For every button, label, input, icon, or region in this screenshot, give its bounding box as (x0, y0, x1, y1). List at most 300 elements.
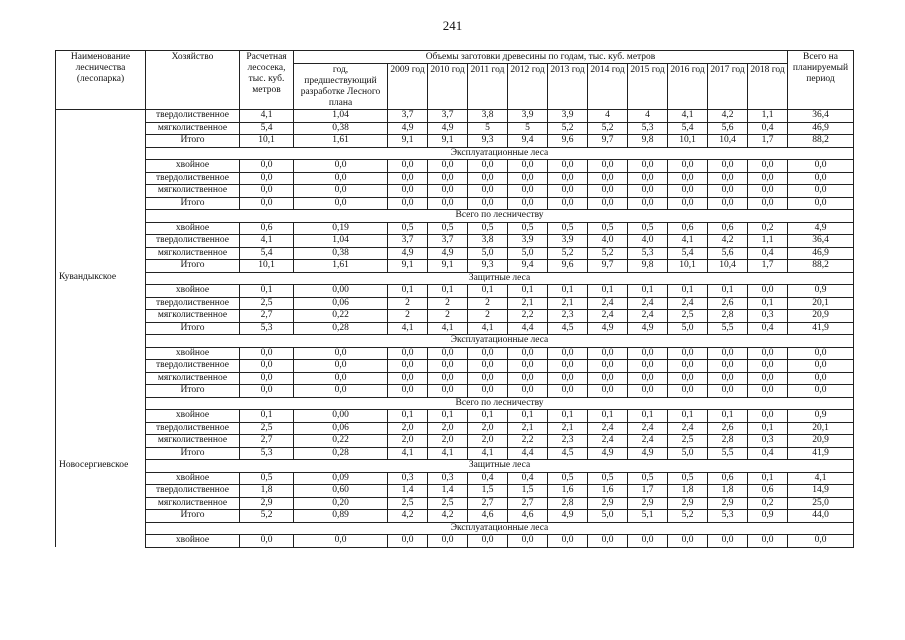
value-cell: 0,06 (294, 297, 388, 310)
value-cell: 0,0 (748, 410, 788, 423)
value-cell: 0,0 (294, 347, 388, 360)
value-cell: 0,5 (388, 222, 428, 235)
value-cell: 0,6 (708, 472, 748, 485)
value-cell: 2,4 (588, 310, 628, 323)
farm-type-cell: Итого (146, 510, 240, 523)
forestry-name-cell (56, 135, 146, 148)
value-cell: 41,9 (788, 447, 854, 460)
value-cell: 0,0 (708, 360, 748, 373)
value-cell: 0,0 (748, 160, 788, 173)
forestry-name-cell (56, 360, 146, 373)
value-cell: 0,0 (508, 385, 548, 398)
value-cell: 5,3 (628, 122, 668, 135)
value-cell: 0,0 (240, 372, 294, 385)
table-row (56, 347, 854, 360)
value-cell: 3,9 (548, 110, 588, 123)
header-year: 2014 год (588, 64, 628, 110)
forestry-name-cell (56, 372, 146, 385)
table-row (56, 197, 854, 210)
value-cell: 0,0 (708, 347, 748, 360)
value-cell: 5,4 (668, 247, 708, 260)
value-cell: 4,4 (508, 322, 548, 335)
value-cell: 0,1 (468, 285, 508, 298)
value-cell: 0,0 (508, 172, 548, 185)
table-row (56, 247, 854, 260)
table-row (56, 360, 854, 373)
value-cell: 2,9 (708, 497, 748, 510)
forestry-name-cell (56, 347, 146, 360)
farm-type-cell: хвойное (146, 222, 240, 235)
value-cell: 0,1 (548, 285, 588, 298)
value-cell: 4,9 (428, 122, 468, 135)
section-title: Всего по лесничеству (146, 210, 854, 223)
farm-type-cell: твердолиственное (146, 235, 240, 248)
forestry-name-cell (56, 410, 146, 423)
value-cell: 0,0 (468, 360, 508, 373)
value-cell: 0,0 (548, 360, 588, 373)
value-cell: 0,89 (294, 510, 388, 523)
value-cell: 0,0 (588, 172, 628, 185)
value-cell: 0,0 (428, 535, 468, 548)
value-cell: 2,5 (388, 497, 428, 510)
header-year: 2018 год (748, 64, 788, 110)
section-row (56, 522, 854, 535)
value-cell: 1,8 (668, 485, 708, 498)
value-cell: 4,1 (468, 322, 508, 335)
table-row (56, 485, 854, 498)
value-cell: 1,4 (428, 485, 468, 498)
value-cell: 0,0 (548, 172, 588, 185)
value-cell: 0,0 (388, 197, 428, 210)
value-cell: 2,7 (240, 310, 294, 323)
value-cell: 0,1 (468, 410, 508, 423)
farm-type-cell: мягколиственное (146, 247, 240, 260)
value-cell: 4,1 (788, 472, 854, 485)
value-cell: 4,9 (388, 122, 428, 135)
value-cell: 2,9 (668, 497, 708, 510)
value-cell: 0,00 (294, 410, 388, 423)
value-cell: 0,22 (294, 435, 388, 448)
value-cell: 0,1 (668, 285, 708, 298)
value-cell: 2,1 (548, 297, 588, 310)
section-row (56, 397, 854, 410)
farm-type-cell: мягколиственное (146, 310, 240, 323)
table-row (56, 510, 854, 523)
value-cell: 2,7 (468, 497, 508, 510)
value-cell: 0,0 (668, 385, 708, 398)
forestry-name-cell (56, 510, 146, 523)
value-cell: 0,0 (708, 160, 748, 173)
value-cell: 0,0 (748, 172, 788, 185)
value-cell: 1,04 (294, 110, 388, 123)
value-cell: 0,0 (628, 360, 668, 373)
value-cell: 0,0 (508, 360, 548, 373)
forestry-name-cell (56, 222, 146, 235)
value-cell: 0,1 (748, 297, 788, 310)
value-cell: 9,8 (628, 135, 668, 148)
value-cell: 4 (588, 110, 628, 123)
value-cell: 4,9 (548, 510, 588, 523)
value-cell: 2,7 (240, 435, 294, 448)
value-cell: 3,9 (508, 235, 548, 248)
value-cell: 4,4 (508, 447, 548, 460)
section-row (56, 147, 854, 160)
value-cell: 0,2 (748, 222, 788, 235)
forestry-name-cell (56, 160, 146, 173)
value-cell: 0,0 (468, 172, 508, 185)
header-year: 2015 год (628, 64, 668, 110)
forestry-name-cell (56, 110, 146, 123)
value-cell: 0,0 (468, 385, 508, 398)
value-cell: 2 (428, 297, 468, 310)
forestry-name-cell (56, 435, 146, 448)
value-cell: 0,0 (508, 372, 548, 385)
value-cell: 5 (508, 122, 548, 135)
forestry-name-cell (56, 485, 146, 498)
value-cell: 4,9 (628, 447, 668, 460)
value-cell: 0,0 (588, 535, 628, 548)
value-cell: 0,0 (294, 172, 388, 185)
value-cell: 0,0 (588, 160, 628, 173)
table-row (56, 472, 854, 485)
value-cell: 0,5 (668, 472, 708, 485)
value-cell: 5,4 (240, 122, 294, 135)
section-title: Защитные леса (146, 460, 854, 473)
farm-type-cell: твердолиственное (146, 172, 240, 185)
value-cell: 9,4 (508, 260, 548, 273)
value-cell: 5 (468, 122, 508, 135)
forestry-name-cell: Новосергиевское (56, 460, 146, 473)
table-row (56, 185, 854, 198)
value-cell: 3,8 (468, 110, 508, 123)
value-cell: 0,0 (588, 360, 628, 373)
value-cell: 0,0 (428, 385, 468, 398)
value-cell: 1,6 (548, 485, 588, 498)
value-cell: 4,1 (240, 235, 294, 248)
value-cell: 0,5 (628, 472, 668, 485)
value-cell: 0,0 (628, 197, 668, 210)
value-cell: 0,0 (240, 197, 294, 210)
value-cell: 5,2 (668, 510, 708, 523)
value-cell: 2,4 (628, 310, 668, 323)
value-cell: 10,4 (708, 260, 748, 273)
forestry-name-cell (56, 335, 146, 348)
value-cell: 0,0 (668, 360, 708, 373)
farm-type-cell: мягколиственное (146, 497, 240, 510)
value-cell: 0,0 (428, 172, 468, 185)
value-cell: 0,0 (240, 385, 294, 398)
value-cell: 2,8 (548, 497, 588, 510)
value-cell: 0,0 (588, 372, 628, 385)
farm-type-cell: Итого (146, 135, 240, 148)
value-cell: 0,4 (508, 472, 548, 485)
section-title: Эксплуатационные леса (146, 522, 854, 535)
farm-type-cell: мягколиственное (146, 435, 240, 448)
value-cell: 4,0 (628, 235, 668, 248)
value-cell: 0,0 (788, 535, 854, 548)
value-cell: 4,2 (428, 510, 468, 523)
value-cell: 0,0 (788, 172, 854, 185)
value-cell: 9,6 (548, 135, 588, 148)
value-cell: 10,1 (668, 260, 708, 273)
value-cell: 0,0 (788, 160, 854, 173)
value-cell: 0,0 (748, 347, 788, 360)
value-cell: 4,6 (468, 510, 508, 523)
value-cell: 0,0 (788, 185, 854, 198)
value-cell: 5,3 (240, 447, 294, 460)
value-cell: 1,1 (748, 235, 788, 248)
value-cell: 4,1 (668, 110, 708, 123)
table-row (56, 135, 854, 148)
value-cell: 2,5 (668, 310, 708, 323)
forestry-name-cell (56, 172, 146, 185)
value-cell: 2,4 (668, 422, 708, 435)
forestry-name-cell (56, 497, 146, 510)
table-row (56, 410, 854, 423)
value-cell: 3,9 (548, 235, 588, 248)
table-row (56, 297, 854, 310)
table-row (56, 122, 854, 135)
value-cell: 0,5 (240, 472, 294, 485)
farm-type-cell: хвойное (146, 472, 240, 485)
value-cell: 0,28 (294, 322, 388, 335)
value-cell: 2,3 (548, 310, 588, 323)
value-cell: 0,0 (788, 197, 854, 210)
value-cell: 0,0 (588, 197, 628, 210)
forestry-name-cell (56, 535, 146, 548)
value-cell: 0,6 (668, 222, 708, 235)
value-cell: 2 (428, 310, 468, 323)
value-cell: 5,3 (240, 322, 294, 335)
value-cell: 1,61 (294, 135, 388, 148)
farm-type-cell: мягколиственное (146, 185, 240, 198)
value-cell: 88,2 (788, 135, 854, 148)
value-cell: 4,9 (588, 447, 628, 460)
value-cell: 1,5 (468, 485, 508, 498)
value-cell: 0,0 (388, 360, 428, 373)
table-row (56, 222, 854, 235)
value-cell: 0,3 (748, 310, 788, 323)
value-cell: 10,1 (240, 260, 294, 273)
value-cell: 0,0 (788, 347, 854, 360)
value-cell: 0,0 (708, 385, 748, 398)
header-row-1 (56, 51, 854, 64)
value-cell: 20,1 (788, 422, 854, 435)
value-cell: 4,1 (388, 322, 428, 335)
value-cell: 0,0 (628, 172, 668, 185)
value-cell: 4,9 (428, 247, 468, 260)
forestry-name-cell (56, 322, 146, 335)
section-title: Всего по лесничеству (146, 397, 854, 410)
value-cell: 0,5 (468, 222, 508, 235)
value-cell: 0,0 (294, 372, 388, 385)
value-cell: 2,1 (508, 422, 548, 435)
value-cell: 9,3 (468, 135, 508, 148)
forestry-name-cell: Кувандыкское (56, 272, 146, 285)
value-cell: 9,7 (588, 135, 628, 148)
value-cell: 0,0 (508, 535, 548, 548)
value-cell: 0,0 (668, 172, 708, 185)
value-cell: 0,1 (628, 285, 668, 298)
value-cell: 0,3 (428, 472, 468, 485)
value-cell: 0,1 (748, 472, 788, 485)
value-cell: 2 (468, 297, 508, 310)
forestry-name-cell (56, 447, 146, 460)
table-row (56, 235, 854, 248)
header-previous-year: год, предшествующий разработке Лесного плана (294, 64, 388, 110)
value-cell: 0,0 (668, 535, 708, 548)
value-cell: 5,2 (548, 122, 588, 135)
value-cell: 5,5 (708, 447, 748, 460)
value-cell: 0,0 (748, 385, 788, 398)
value-cell: 4,2 (388, 510, 428, 523)
value-cell: 3,9 (508, 110, 548, 123)
value-cell: 0,0 (748, 372, 788, 385)
value-cell: 1,1 (748, 110, 788, 123)
farm-type-cell: мягколиственное (146, 122, 240, 135)
value-cell: 2,5 (240, 297, 294, 310)
farm-type-cell: хвойное (146, 160, 240, 173)
value-cell: 4,1 (468, 447, 508, 460)
value-cell: 4,0 (588, 235, 628, 248)
value-cell: 5,0 (468, 247, 508, 260)
value-cell: 9,1 (388, 135, 428, 148)
table-row (56, 110, 854, 123)
table-row (56, 322, 854, 335)
value-cell: 0,4 (748, 322, 788, 335)
value-cell: 0,0 (628, 160, 668, 173)
value-cell: 46,9 (788, 247, 854, 260)
value-cell: 0,0 (668, 372, 708, 385)
forestry-name-cell (56, 247, 146, 260)
table-body (56, 110, 854, 548)
value-cell: 0,0 (548, 385, 588, 398)
value-cell: 0,0 (548, 185, 588, 198)
table-row (56, 447, 854, 460)
value-cell: 0,0 (628, 535, 668, 548)
value-cell: 0,0 (748, 360, 788, 373)
value-cell: 3,7 (428, 235, 468, 248)
value-cell: 0,22 (294, 310, 388, 323)
harvest-volume-table (55, 50, 854, 548)
value-cell: 2,6 (708, 297, 748, 310)
value-cell: 0,0 (588, 347, 628, 360)
value-cell: 2,4 (588, 297, 628, 310)
value-cell: 2,9 (588, 497, 628, 510)
forestry-name-cell (56, 210, 146, 223)
value-cell: 20,9 (788, 310, 854, 323)
value-cell: 2,5 (428, 497, 468, 510)
value-cell: 0,5 (548, 472, 588, 485)
value-cell: 0,5 (588, 222, 628, 235)
value-cell: 0,0 (388, 372, 428, 385)
value-cell: 4,5 (548, 322, 588, 335)
value-cell: 0,0 (428, 372, 468, 385)
value-cell: 0,0 (468, 160, 508, 173)
forestry-name-cell (56, 122, 146, 135)
value-cell: 0,0 (294, 360, 388, 373)
forestry-name-cell (56, 310, 146, 323)
value-cell: 10,1 (668, 135, 708, 148)
value-cell: 0,0 (548, 347, 588, 360)
value-cell: 5,6 (708, 122, 748, 135)
value-cell: 0,1 (588, 285, 628, 298)
value-cell: 2,0 (428, 435, 468, 448)
value-cell: 4,5 (548, 447, 588, 460)
value-cell: 0,0 (628, 372, 668, 385)
value-cell: 0,6 (240, 222, 294, 235)
value-cell: 0,0 (468, 347, 508, 360)
value-cell: 4,1 (428, 447, 468, 460)
value-cell: 2,4 (588, 435, 628, 448)
value-cell: 0,0 (294, 185, 388, 198)
value-cell: 4 (628, 110, 668, 123)
value-cell: 1,61 (294, 260, 388, 273)
value-cell: 36,4 (788, 235, 854, 248)
table-row (56, 435, 854, 448)
value-cell: 0,0 (388, 347, 428, 360)
value-cell: 5,3 (628, 247, 668, 260)
header-total-period: Всего на планируемый период (788, 51, 854, 110)
forestry-name-cell (56, 185, 146, 198)
value-cell: 0,0 (508, 197, 548, 210)
value-cell: 2,9 (240, 497, 294, 510)
header-allowable-cut: Расчетная лесосека, тыс. куб. метров (240, 51, 294, 110)
value-cell: 0,0 (708, 185, 748, 198)
value-cell: 2,8 (708, 310, 748, 323)
value-cell: 0,0 (240, 185, 294, 198)
forestry-name-cell (56, 260, 146, 273)
value-cell: 1,8 (708, 485, 748, 498)
value-cell: 5,0 (668, 447, 708, 460)
value-cell: 9,4 (508, 135, 548, 148)
value-cell: 0,0 (588, 385, 628, 398)
value-cell: 0,0 (388, 535, 428, 548)
forestry-name-cell (56, 197, 146, 210)
value-cell: 0,0 (748, 197, 788, 210)
value-cell: 5,0 (588, 510, 628, 523)
value-cell: 25,0 (788, 497, 854, 510)
value-cell: 0,1 (548, 410, 588, 423)
value-cell: 1,04 (294, 235, 388, 248)
farm-type-cell: твердолиственное (146, 485, 240, 498)
value-cell: 9,8 (628, 260, 668, 273)
forestry-name-cell (56, 385, 146, 398)
value-cell: 2,4 (628, 435, 668, 448)
value-cell: 9,6 (548, 260, 588, 273)
farm-type-cell: твердолиственное (146, 110, 240, 123)
value-cell: 0,0 (428, 160, 468, 173)
page-number: 241 (442, 18, 463, 33)
value-cell: 0,0 (508, 185, 548, 198)
value-cell: 0,0 (668, 347, 708, 360)
value-cell: 2,4 (668, 297, 708, 310)
value-cell: 2,1 (548, 422, 588, 435)
value-cell: 2,0 (468, 422, 508, 435)
value-cell: 5,2 (588, 247, 628, 260)
forestry-name-cell (56, 522, 146, 535)
value-cell: 3,7 (388, 235, 428, 248)
value-cell: 0,0 (240, 535, 294, 548)
value-cell: 0,0 (548, 535, 588, 548)
value-cell: 0,19 (294, 222, 388, 235)
value-cell: 0,0 (708, 535, 748, 548)
value-cell: 0,20 (294, 497, 388, 510)
value-cell: 2,0 (388, 435, 428, 448)
farm-type-cell: Итого (146, 385, 240, 398)
value-cell: 2,4 (628, 297, 668, 310)
value-cell: 0,0 (468, 535, 508, 548)
